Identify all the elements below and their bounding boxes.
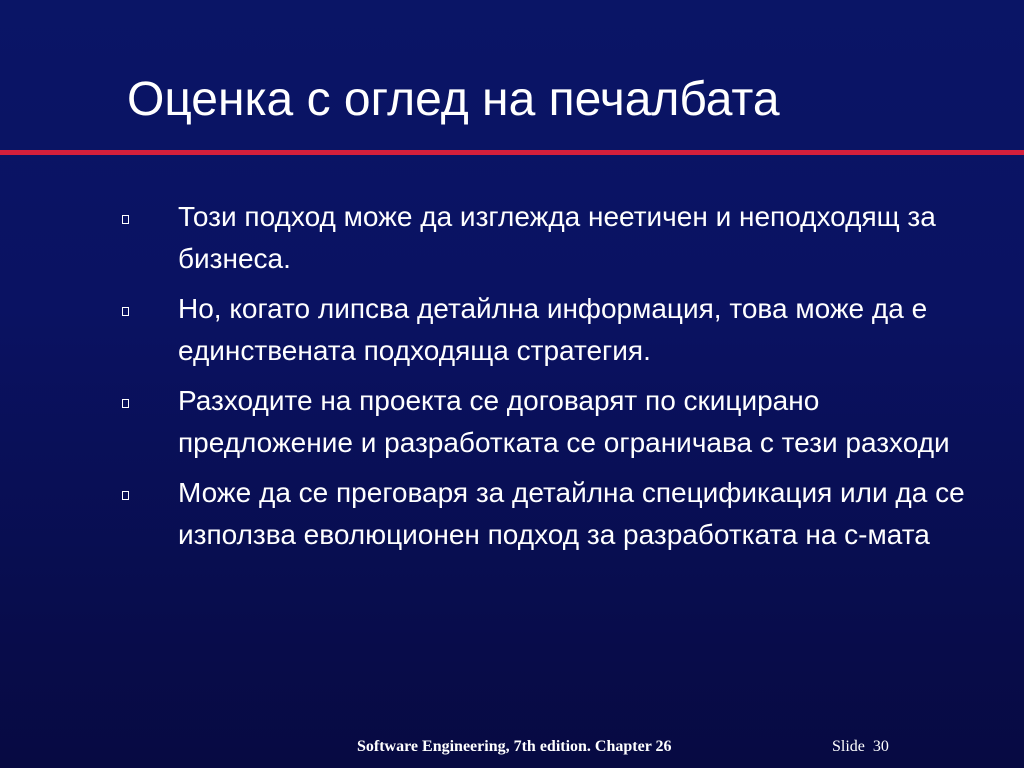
bullet-text: Разходите на проекта се договарят по скицирано предложение и разработката се ограничава с тези разходи	[178, 385, 950, 458]
bullet-text: Но, когато липсва детайлна информация, това може да е единствената подходяща стратегия.	[178, 293, 928, 366]
bullet-text: Този подход може да изглежда неетичен и неподходящ за бизнеса.	[178, 201, 936, 274]
list-item	[120, 288, 1000, 372]
slide-label: Slide	[832, 738, 865, 755]
square-bullet-icon	[122, 491, 129, 500]
list-item	[120, 472, 1000, 556]
list-item	[120, 196, 1000, 280]
slide-title: Оценка с оглед на печалбата	[127, 73, 780, 126]
square-bullet-icon	[122, 307, 129, 316]
list-item	[120, 380, 1000, 464]
square-bullet-icon	[122, 399, 129, 408]
bullet-text: Може да се преговаря за детайлна спецификация или да се използва еволюционен подход за разработката на с-мата	[178, 477, 965, 550]
footer-slide-number	[832, 738, 889, 756]
footer-source: Software Engineering, 7th edition. Chapter 26	[357, 738, 672, 755]
title-divider	[0, 150, 1024, 155]
slide-number: 30	[872, 738, 889, 755]
square-bullet-icon	[122, 215, 129, 224]
bullet-list	[120, 196, 1000, 564]
